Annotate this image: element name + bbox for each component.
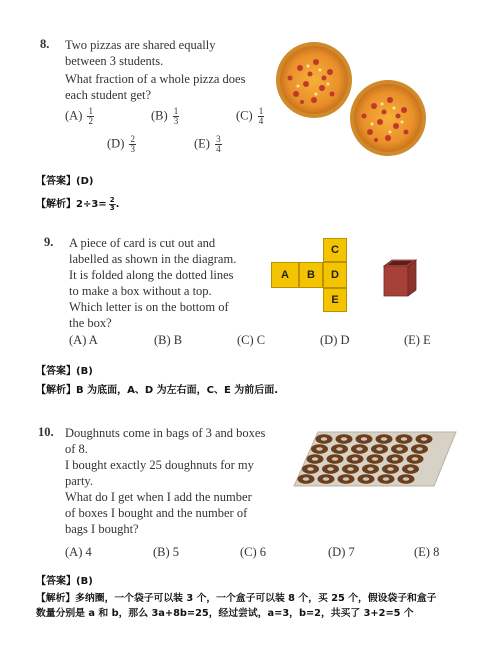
doughnut-hole bbox=[323, 477, 329, 480]
doughnut-hole bbox=[312, 457, 318, 460]
question-line: to make a box without a top. bbox=[69, 284, 212, 298]
q10-option-e: (E) 8 bbox=[414, 545, 440, 559]
question-line: Which letter is on the bottom of bbox=[69, 300, 229, 314]
question-line: What fraction of a whole pizza does bbox=[65, 72, 246, 86]
net-square-a: A bbox=[271, 262, 299, 288]
net-square-e: E bbox=[323, 288, 347, 312]
q8-answer: 【答案】(D) bbox=[36, 176, 94, 187]
open-box-image bbox=[378, 256, 422, 300]
doughnut-hole bbox=[396, 447, 402, 450]
doughnut-hole bbox=[343, 477, 349, 480]
q8-option-e: (E) $\frac{3}{4}$ bbox=[194, 134, 221, 154]
q9-option-b: (B) B bbox=[154, 333, 183, 347]
question-9-text bbox=[69, 235, 236, 331]
doughnut-hole bbox=[392, 457, 398, 460]
pizza-image bbox=[270, 38, 430, 163]
question-line: bags I bought? bbox=[65, 522, 139, 536]
doughnut-hole bbox=[321, 437, 327, 440]
question-line: labelled as shown in the diagram. bbox=[69, 252, 237, 266]
doughnut-hole bbox=[347, 467, 353, 470]
question-line: between 3 students. bbox=[65, 54, 164, 68]
doughnut-hole bbox=[401, 437, 407, 440]
doughnut-hole bbox=[376, 447, 382, 450]
question-line: Two pizzas are shared equally bbox=[65, 38, 216, 52]
doughnut-hole bbox=[403, 477, 409, 480]
question-8-number: 8. bbox=[40, 37, 50, 51]
question-line: of 8. bbox=[65, 442, 88, 456]
q9-option-e: (E) E bbox=[404, 333, 431, 347]
q9-answer: 【答案】(B) bbox=[36, 366, 93, 377]
pizza-2 bbox=[350, 80, 426, 156]
doughnut-hole bbox=[327, 467, 333, 470]
doughnut-hole bbox=[421, 437, 427, 440]
question-line: the box? bbox=[69, 316, 112, 330]
doughnut-hole bbox=[412, 457, 418, 460]
q10-option-b: (B) 5 bbox=[153, 545, 180, 559]
net-square-b: B bbox=[299, 262, 323, 288]
q8-analysis: 【解析】2÷3= $\frac{2}{3}$ . bbox=[36, 195, 120, 212]
doughnut-hole bbox=[383, 477, 389, 480]
doughnut-hole bbox=[372, 457, 378, 460]
doughnut-hole bbox=[341, 437, 347, 440]
q8-option-c: (C) $\frac{1}{4}$ bbox=[236, 106, 264, 126]
question-10-text bbox=[65, 425, 265, 537]
doughnut-hole bbox=[381, 437, 387, 440]
q10-answer: 【答案】(B) bbox=[36, 576, 93, 587]
question-line: What do I get when I add the number bbox=[65, 490, 252, 504]
doughnut-hole bbox=[361, 437, 367, 440]
doughnut-hole bbox=[352, 457, 358, 460]
q10-analysis-line-2: 数量分别是 a 和 b，那么 3a+8b=25，经过尝试，a=3，b=2，共买了 3+2=5 个 bbox=[36, 608, 414, 619]
q8-option-a: (A) $\frac{1}{2}$ bbox=[65, 106, 93, 126]
q9-option-d: (D) D bbox=[320, 333, 350, 347]
doughnut-tray-image bbox=[290, 428, 460, 490]
net-square-d: D bbox=[323, 262, 347, 288]
q9-option-a: (A) A bbox=[69, 333, 98, 347]
question-line: each student get? bbox=[65, 88, 152, 102]
q10-option-a: (A) 4 bbox=[65, 545, 92, 559]
question-9-number: 9. bbox=[44, 235, 54, 249]
question-line: I bought exactly 25 doughnuts for my bbox=[65, 458, 254, 472]
doughnut-hole bbox=[307, 467, 313, 470]
doughnut-hole bbox=[407, 467, 413, 470]
doughnut-hole bbox=[316, 447, 322, 450]
question-8-text bbox=[65, 37, 245, 103]
doughnut-hole bbox=[367, 467, 373, 470]
doughnut-hole bbox=[303, 477, 309, 480]
question-line: party. bbox=[65, 474, 93, 488]
question-line: It is folded along the dotted lines bbox=[69, 268, 234, 282]
question-10-number: 10. bbox=[38, 425, 54, 439]
doughnut-hole bbox=[336, 447, 342, 450]
q8-option-d: (D) $\frac{2}{3}$ bbox=[107, 134, 135, 154]
net-square-c: C bbox=[323, 238, 347, 262]
q10-option-c: (C) 6 bbox=[240, 545, 267, 559]
question-line: of boxes I bought and the number of bbox=[65, 506, 248, 520]
question-line: A piece of card is cut out and bbox=[69, 236, 216, 250]
doughnut-hole bbox=[356, 447, 362, 450]
q10-option-d: (D) 7 bbox=[328, 545, 355, 559]
doughnut-hole bbox=[387, 467, 393, 470]
question-line: Doughnuts come in bags of 3 and boxes bbox=[65, 426, 266, 440]
doughnut-hole bbox=[332, 457, 338, 460]
doughnut-hole bbox=[363, 477, 369, 480]
pizza-1 bbox=[276, 42, 352, 118]
q9-option-c: (C) C bbox=[237, 333, 266, 347]
q9-analysis: 【解析】B 为底面，A、D 为左右面，C、E 为前后面. bbox=[36, 385, 279, 396]
doughnut-hole bbox=[416, 447, 422, 450]
q8-option-b: (B) $\frac{1}{3}$ bbox=[151, 106, 179, 126]
q10-analysis-line-1: 【解析】多纳圈，一个袋子可以装 3 个，一个盒子可以装 8 个，买 25 个，假设袋子和盒子 bbox=[36, 593, 437, 604]
